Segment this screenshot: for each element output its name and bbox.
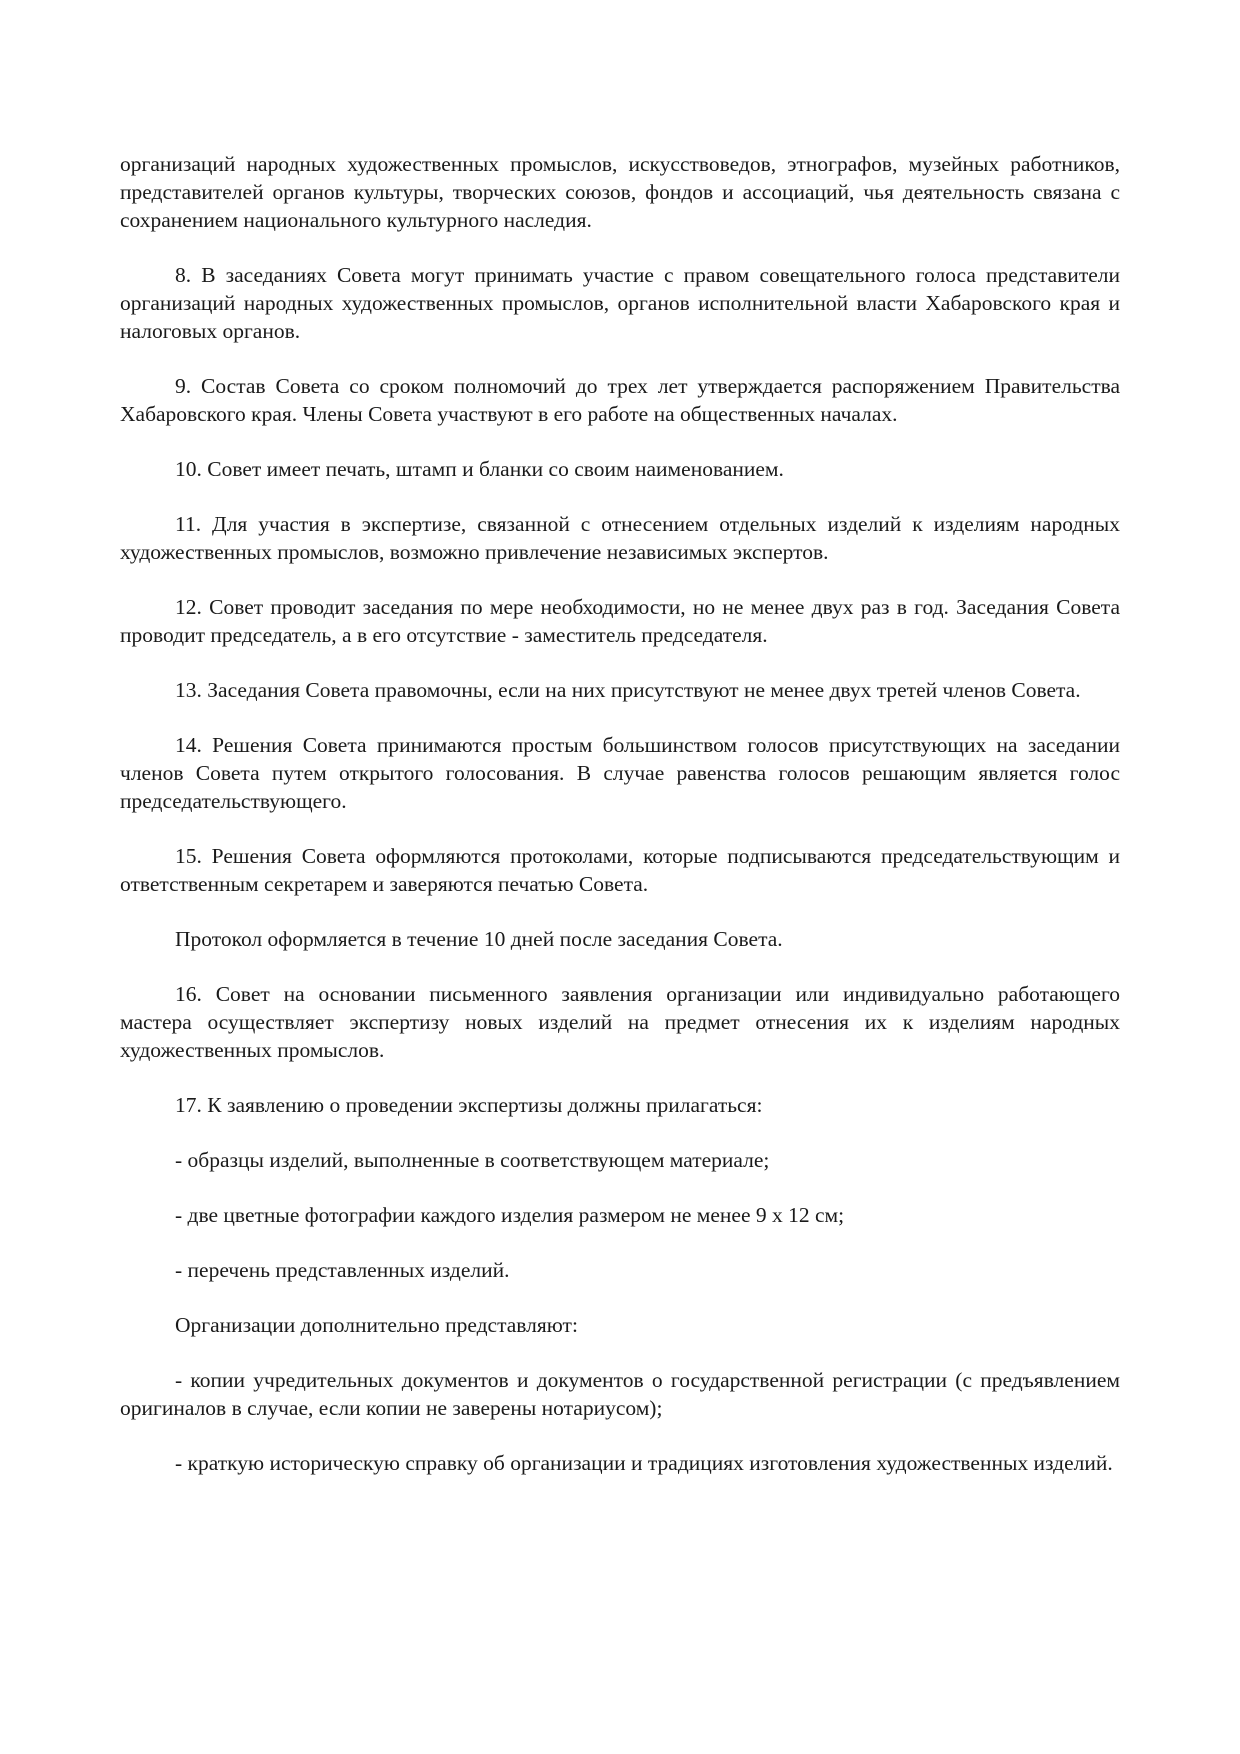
list-item-photos: - две цветные фотографии каждого изделия размером не менее 9 х 12 см; [175,1203,845,1227]
paragraph-item-17: 17. К заявлению о проведении экспертизы должны прилагаться: [175,1093,763,1117]
paragraph-item-10: 10. Совет имеет печать, штамп и бланки со своим наименованием. [175,457,784,481]
paragraph-item-15: 15. Решения Совета оформляются протоколами, которые подписываются председательствующим и ответственным секретарем и заверяются печатью Совета. [120,844,1120,896]
document-page [120,150,1120,1504]
list-item-samples: - образцы изделий, выполненные в соответствующем материале; [175,1148,770,1172]
list-item-documents: - копии учредительных документов и документов о государственной регистрации (с предъявлением оригиналов в случае, если копии не заверены нотариусом); [120,1368,1120,1420]
paragraph-organizations: Организации дополнительно представляют: [175,1313,578,1337]
paragraph-continuation: организаций народных художественных промыслов, искусствоведов, этнографов, музейных работников, представителей органов культуры, творческих союзов, фондов и ассоциаций, чья деятельность связана с сохранением национального культурного наследия. [120,152,1120,232]
list-item-inventory: - перечень представленных изделий. [175,1258,510,1282]
paragraph-item-13: 13. Заседания Совета правомочны, если на них присутствуют не менее двух третей членов Совета. [175,678,1081,702]
paragraph-item-12: 12. Совет проводит заседания по мере необходимости, но не менее двух раз в год. Заседания Совета проводит председатель, а в его отсутствие - заместитель председателя. [120,595,1120,647]
paragraph-item-9: 9. Состав Совета со сроком полномочий до трех лет утверждается распоряжением Правительства Хабаровского края. Члены Совета участвуют в его работе на общественных началах. [120,374,1120,426]
paragraph-item-8: 8. В заседаниях Совета могут принимать участие с правом совещательного голоса представители организаций народных художественных промыслов, органов исполнительной власти Хабаровского края и налоговых органов. [120,263,1120,343]
list-item-history: - краткую историческую справку об организации и традициях изготовления художественных изделий. [175,1451,1113,1475]
paragraph-protocol-note: Протокол оформляется в течение 10 дней после заседания Совета. [175,927,783,951]
paragraph-item-14: 14. Решения Совета принимаются простым большинством голосов присутствующих на заседании членов Совета путем открытого голосования. В случае равенства голосов решающим является голос председательствующего. [120,733,1120,813]
paragraph-item-16: 16. Совет на основании письменного заявления организации или индивидуально работающего мастера осуществляет экспертизу новых изделий на предмет отнесения их к изделиям народных художественных промыслов. [120,982,1120,1062]
paragraph-item-11: 11. Для участия в экспертизе, связанной с отнесением отдельных изделий к изделиям народных художественных промыслов, возможно привлечение независимых экспертов. [120,512,1120,564]
